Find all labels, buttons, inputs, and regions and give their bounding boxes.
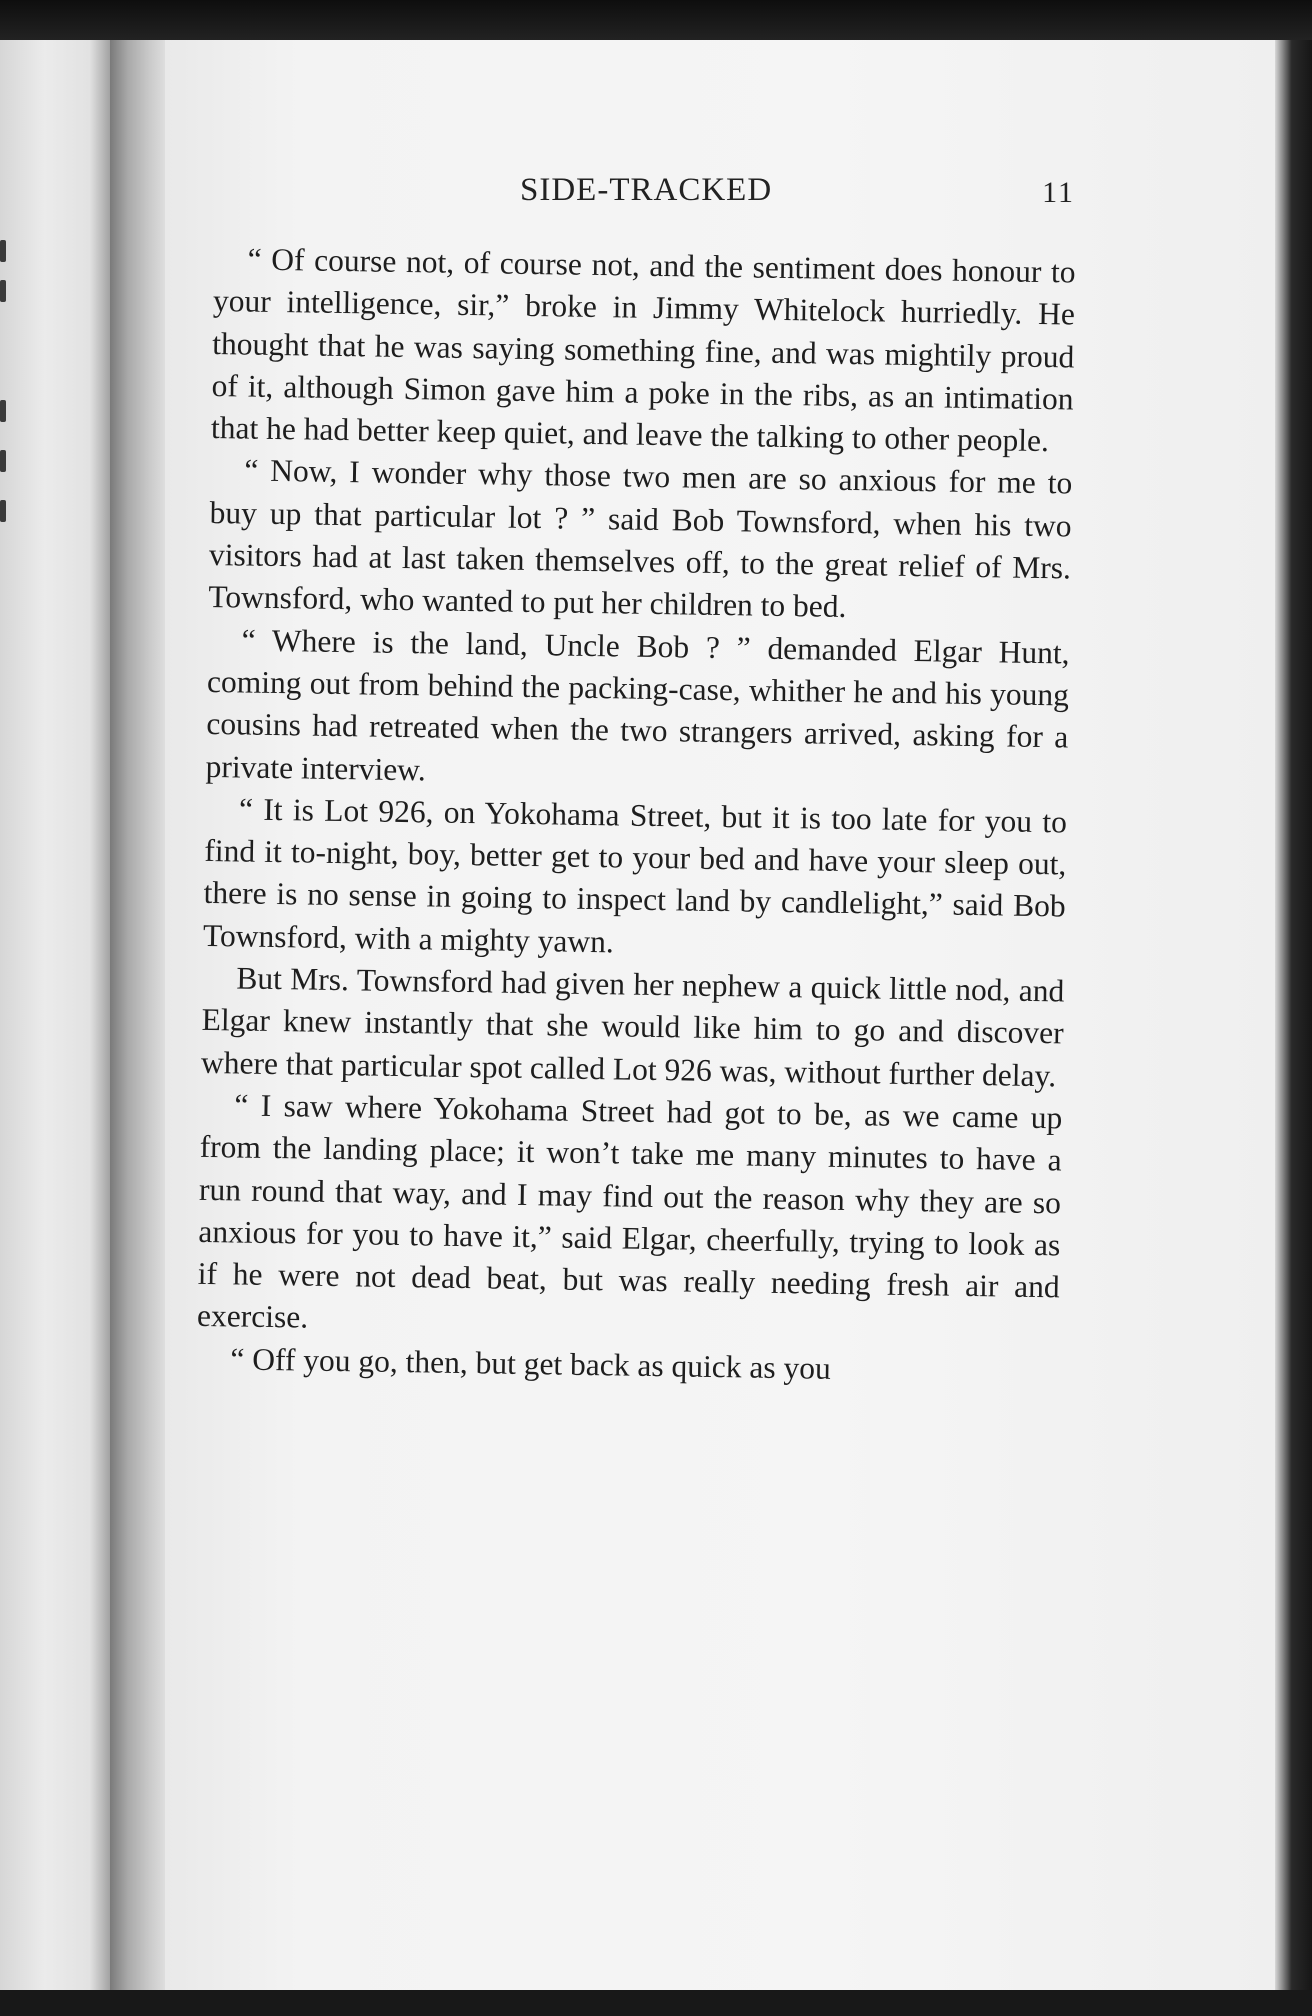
paragraph: “ Now, I wonder why those two men are so anxious for me to buy up that particular lot ? ” said Bob Townsford, when his two visitors had at last taken themselves off, to the great relief of Mrs. Townsford, who wanted to put her children to bed. — [208, 452, 1073, 625]
facing-page-edge — [0, 40, 112, 1995]
body-text — [196, 238, 1076, 1393]
paragraph: “ Where is the land, Uncle Bob ? ” demanded Elgar Hunt, coming out from behind the packing-case, whither he and his young cousins had retreated when the two strangers arrived, asking for a private interview. — [205, 622, 1070, 787]
paragraph: “ It is Lot 926, on Yokohama Street, but it is too late for you to find it to-night, boy, better get to your bed and have your sleep out, there is no sense in going to inspect land by candlelight,” said Bob Townsford, with a mighty yawn. — [202, 791, 1068, 960]
paragraph: “ Of course not, of course not, and the sentiment does honour to your intelligence, sir,” broke in Jimmy Whitelock hurriedly. He thought that he was saying something fine, and was mightily proud of it, although Simon gave him a poke in the ribs, as an intimation that he had better keep quiet, and leave the talking to other people. — [210, 241, 1076, 459]
page-number: 11 — [1042, 176, 1075, 209]
running-head: SIDE-TRACKED — [520, 172, 773, 208]
book-gutter — [110, 40, 170, 1995]
page-header — [190, 172, 1095, 222]
facing-page-text-fragments — [0, 240, 14, 540]
paragraph: But Mrs. Townsford had given her nephew a quick little nod, and Elgar knew instantly that she would like him to go and discover where that particular spot called Lot 926 was, without further delay. — [200, 960, 1065, 1093]
scan-border-bottom — [0, 1990, 1312, 2016]
paragraph: “ I saw where Yokohama Street had got to be, as we came up from the landing place; it won’t take me many minutes to have a run round that way, and I may find out the reason why they are so anxious for you to have it,” said Elgar, cheerfully, trying to look as if he were not dead beat, but was really needing fresh air and exercise. — [196, 1087, 1063, 1336]
paragraph: “ Off you go, then, but get back as quick as you — [230, 1341, 832, 1386]
page-edge-shadow — [1275, 40, 1312, 1995]
